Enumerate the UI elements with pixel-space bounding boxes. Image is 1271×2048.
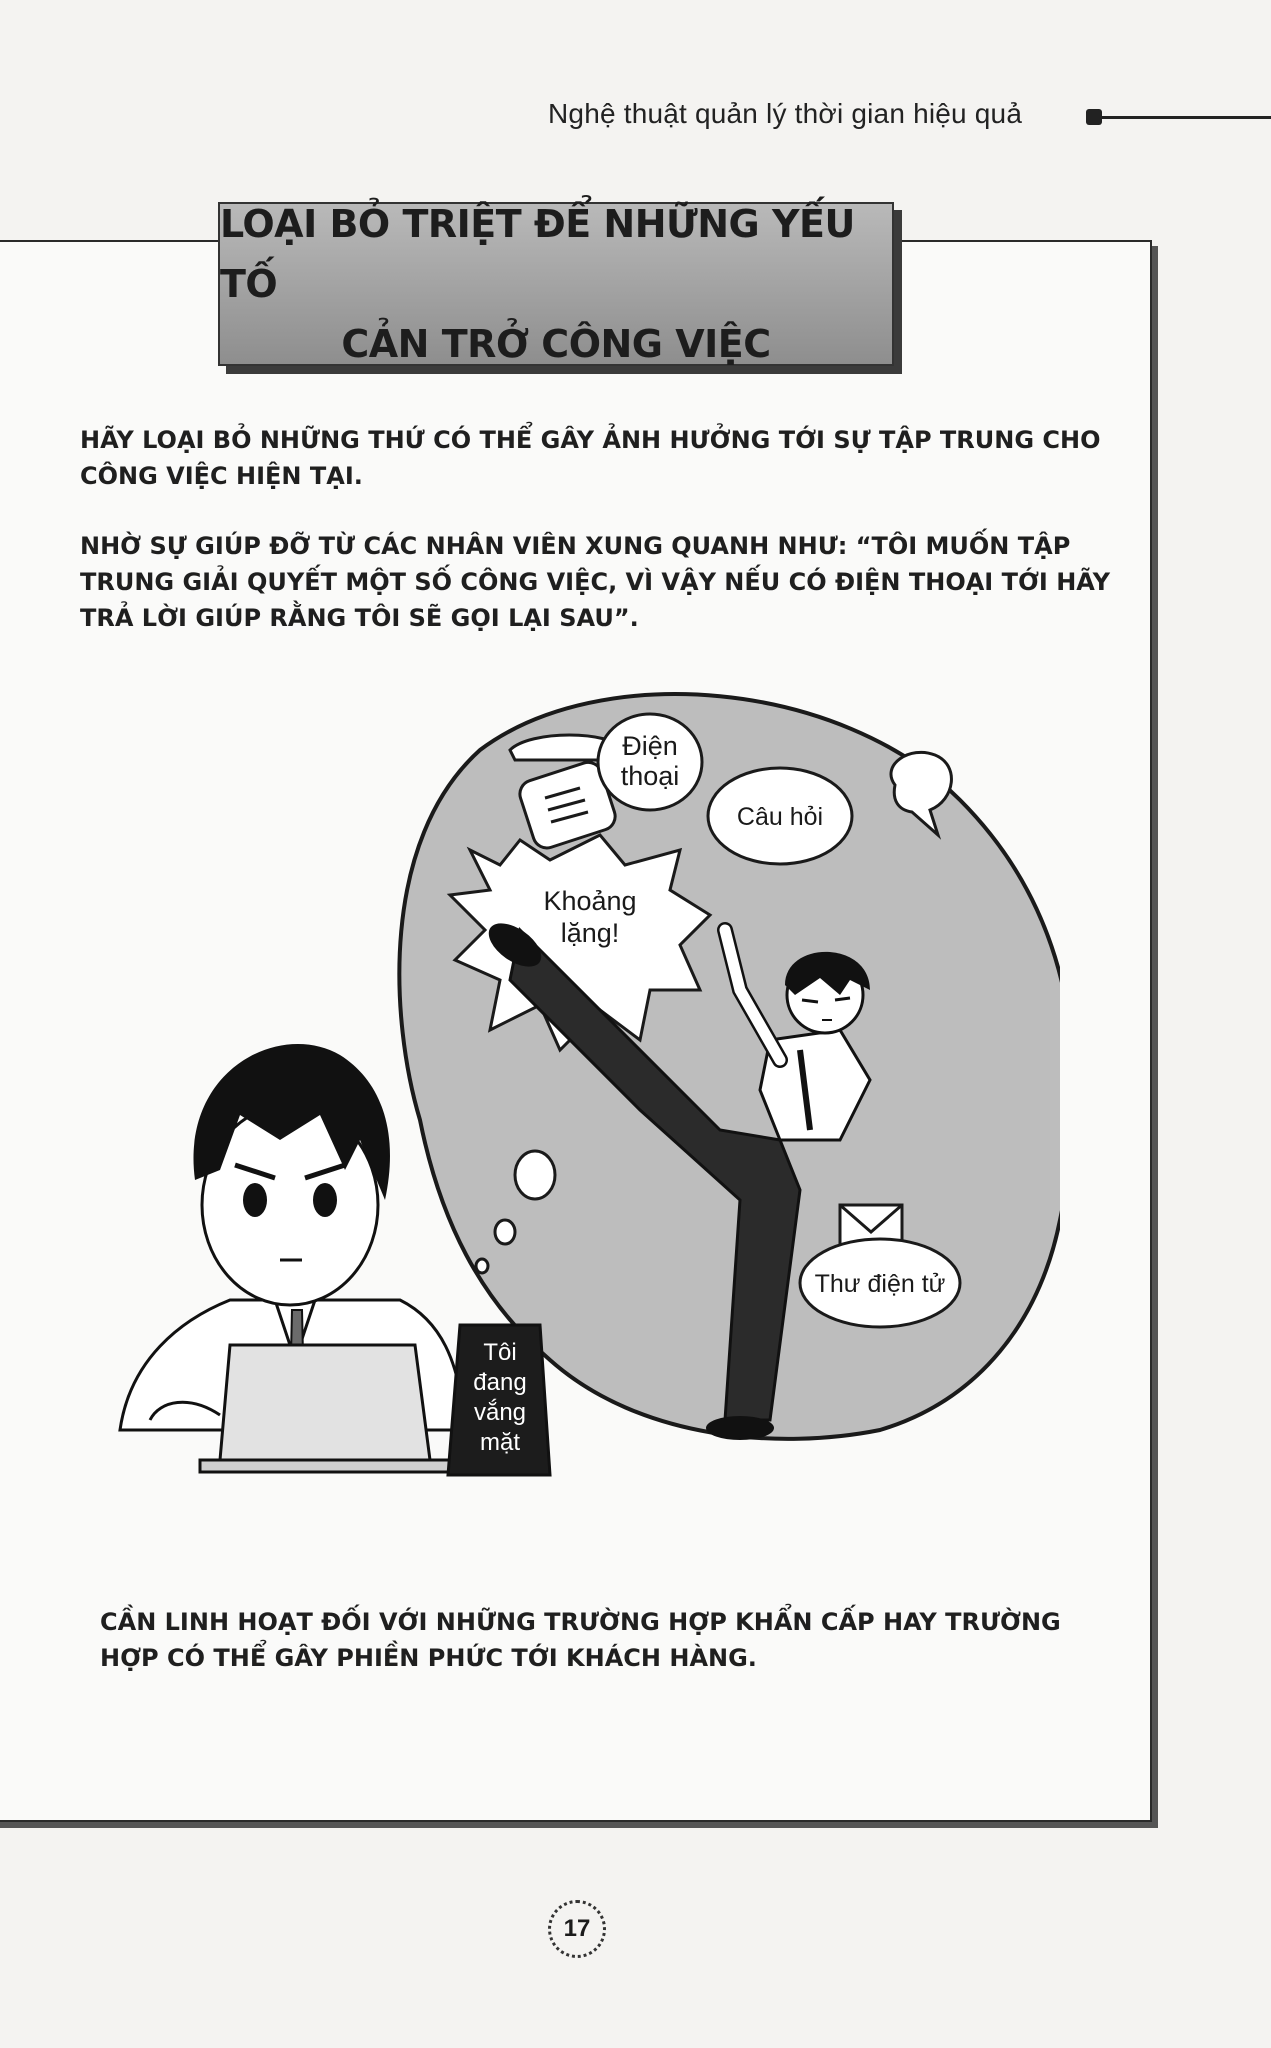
- away-sign-text-2: đang: [473, 1369, 527, 1396]
- page-number: 17: [548, 1900, 606, 1958]
- email-bubble-text: Thư điện tử: [814, 1270, 946, 1298]
- phone-bubble-text-1: Điện: [622, 731, 678, 761]
- section-title-box: [218, 202, 894, 366]
- away-sign-text-4: mặt: [479, 1429, 521, 1456]
- thought-dot-large: [515, 1151, 555, 1199]
- intro-paragraph: HÃY LOẠI BỎ NHỮNG THỨ CÓ THỂ GÂY ẢNH HƯỞNG TỚI SỰ TẬP TRUNG CHO CÔNG VIỆC HIỆN TẠI.: [80, 426, 1101, 490]
- running-header: Nghệ thuật quản lý thời gian hiệu quả: [548, 98, 1023, 129]
- closing-paragraph: CẦN LINH HOẠT ĐỐI VỚI NHỮNG TRƯỜNG HỢP KHẨN CẤP HAY TRƯỜNG HỢP CÓ THỂ GÂY PHIỀN PHỨC TỚI KHÁCH HÀNG.: [100, 1608, 1061, 1672]
- away-sign-text-1: Tôi: [483, 1339, 517, 1366]
- section-title-line-2: CẢN TRỞ CÔNG VIỆC: [341, 322, 771, 366]
- cartoon-illustration: [80, 660, 1060, 1500]
- thought-dot-small: [476, 1259, 488, 1273]
- question-bubble-text: Câu hỏi: [736, 803, 824, 831]
- thought-dot-medium: [495, 1220, 515, 1244]
- quiet-burst-text-1: Khoảng: [543, 886, 637, 916]
- phone-bubble-text-2: thoại: [620, 761, 680, 791]
- quiet-burst-text-2: lặng!: [560, 918, 620, 948]
- header-rule: [1088, 116, 1271, 119]
- away-sign-text-3: vắng: [473, 1399, 527, 1426]
- help-paragraph: NHỜ SỰ GIÚP ĐỠ TỪ CÁC NHÂN VIÊN XUNG QUANH NHƯ: “TÔI MUỐN TẬP TRUNG GIẢI QUYẾT MỘT SỐ CÔNG VIỆC, VÌ VẬY NẾU CÓ ĐIỆN THOẠI TỚI HÃY TRẢ LỜI GIÚP RẰNG TÔI SẼ GỌI LẠI SAU”.: [80, 532, 1110, 632]
- section-title-line-1: LOẠI BỎ TRIỆT ĐỂ NHỮNG YẾU TỐ: [220, 202, 855, 306]
